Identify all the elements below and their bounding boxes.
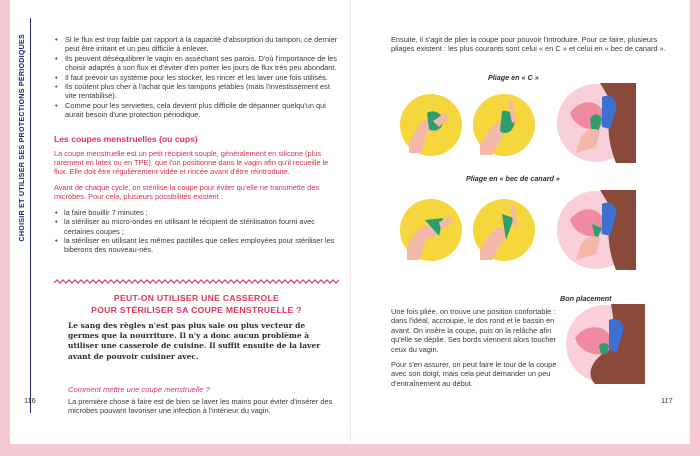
section-heading-coupes: Les coupes menstruelles (ou cups) [54,133,198,144]
pliage-c-insertion-illustration [556,83,636,163]
howto-heading: Comment mettre une coupe menstruelle ? [68,385,210,394]
caption-pliage-bec-de-canard: Pliage en « bec de canard » [466,174,560,183]
question-title-line-1: PEUT-ON UTILISER UNE CASSEROLE [113,293,280,303]
pliage-c-step-2-illustration [472,93,536,157]
bon-placement-illustration [565,304,645,384]
howto-text: La première chose à faire est de bien se laver les mains pour éviter d'insérer des microbes pouvant favoriser une infection à l'intérieur du vagin. [68,397,333,416]
coupes-definition: La coupe menstruelle est un petit récipient souple, généralement en silicone (plus rarement en latex ou en TPE), que l'on positionne dans le vagin afin qu'il recueille le flux. Elle doit être régulièrement vidée et rincée avant d'être réintroduite. [54,148,329,177]
folding-intro: Ensuite, il s'agit de plier la coupe pour pouvoir l'introduire. Pour ce faire, plusieurs pliages existent : les plus courants sont celui « en C » et celui en « bec de canard ». [391,35,666,54]
question-answer: Le sang des règles n'est pas plus sale ou plus vecteur de germes que la nourriture. Il n'y a donc aucun problème à utiliser une casserole de cuisine. Il suffit ensuite de la laver avant de pouvoir cuisiner avec. [68,321,321,361]
list-item: • Comme pour les serviettes, cela devient plus difficile de dépanner quelqu'un qui aurait besoin d'une protection périodique. [64,101,339,120]
caption-bon-placement: Bon placement [560,294,612,303]
zigzag-divider [54,278,339,286]
caption-pliage-c: Pliage en « C » [488,73,539,82]
question-title-line-2: POUR STÉRILISER SA COUPE MENSTRUELLE ? [91,304,302,315]
list-item: • Il faut prévoir un système pour les stocker, les rincer et les laver une fois utilisés. [64,73,339,82]
list-item: • Ils coûtent plus cher à l'achat que les tampons jetables (mais l'investissement est vite rentabilisé). [64,82,339,101]
page-number-right: 117 [661,396,673,405]
pliage-canard-insertion-illustration [556,190,636,270]
list-item: • Ils peuvent déséquilibrer le vagin en asséchant ses parois. D'où l'importance de les choisir adaptés à son flux et d'éviter d'en porter les jours de flux très peu abondant. [64,54,339,73]
vertical-chapter-title [16,18,31,413]
placement-text [391,307,559,394]
list-item: • la stériliser en utilisant les mêmes pastilles que celles employées pour stériliser les biberons des nouveau-nés. [64,236,339,255]
pliage-c-step-1-illustration [399,93,463,157]
vertical-title-text: CHOISIR ET UTILISER SES PROTECTIONS PÉRIODIQUES [17,34,26,242]
right-page [351,0,690,444]
list-item: • Si le flux est trop faible par rapport à la capacité d'absorption du tampon, ce dernier peut être irritant et un peu difficile à enlever. [64,35,339,54]
list-item: • la stériliser au micro-ondes en utilisant le récipient de stérilisation fourni avec certaines coupes ; [64,217,339,236]
page-number-left: 116 [24,396,36,405]
pliage-canard-step-1-illustration [399,198,463,262]
placement-paragraph-1: Une fois pliée, on trouve une position confortable : dans l'idéal, accroupie, le dos rond et le bassin en avant. On insère la coupe, puis on la relâche afin qu'elle se déplie. Ses bords viennent alors toucher ceux du vagin. [391,307,556,354]
left-page [10,0,351,444]
disadvantages-list [54,35,339,120]
placement-paragraph-2: Pour s'en assurer, on peut faire le tour de la coupe avec son doigt, mais cela peut demander un peu d'entraînement au début. [391,360,557,388]
coupes-sterilisation-intro: Avant de chaque cycle, on stérilise la coupe pour éviter qu'elle ne transmette des microbes. Pour cela, plusieurs possibilités existent : [54,182,320,202]
question-box [54,293,339,316]
left-column [54,35,339,255]
sterilisation-list [54,208,339,255]
pliage-canard-step-2-illustration [472,198,536,262]
list-item: • la faire bouillir 7 minutes ; [64,208,339,217]
